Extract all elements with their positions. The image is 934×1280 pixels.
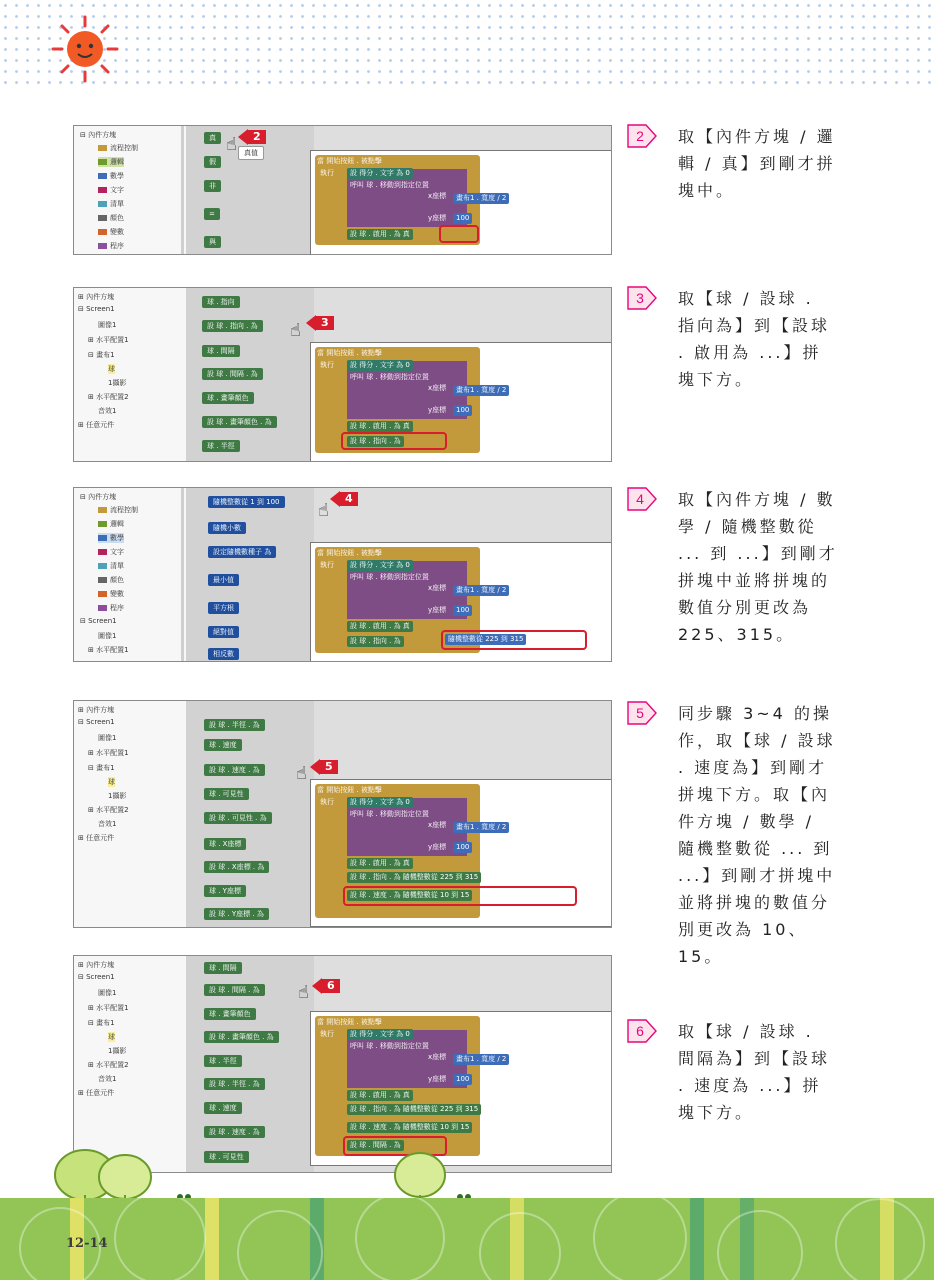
- code-popup: [310, 342, 612, 462]
- screenshot-step-5: [73, 700, 612, 928]
- code-row[interactable]: 設 球 . 指向 . 為: [347, 636, 404, 647]
- step-2: [624, 123, 836, 200]
- code-row[interactable]: 100: [453, 1074, 472, 1085]
- palette-block[interactable]: 球 . 可見性: [204, 1151, 249, 1163]
- tree-item[interactable]: ⊞ 水平配置2: [88, 393, 129, 401]
- palette-block[interactable]: 隨機整數從 1 到 100: [208, 496, 285, 508]
- event-header: 當 開始按鈕 . 被點擊: [317, 1018, 382, 1026]
- tree-scrollbar[interactable]: [181, 488, 184, 661]
- code-row[interactable]: 設 球 . 啟用 . 為 真: [347, 621, 413, 632]
- tree-decoration-icon: [40, 1135, 230, 1205]
- step-text: 同步驟 3~4 的操作，取【球 / 設球 . 速度為】到剛才拼塊下方。取【內件方塊 / 數學 / 隨機整數從 ... 到 ...】到剛才拼塊中並將拼塊的數值分別更改為 10、15。: [678, 704, 836, 966]
- palette-block[interactable]: 真: [204, 132, 221, 144]
- block-tree-panel: [74, 126, 186, 254]
- palette-block[interactable]: 球 . 可見性: [204, 788, 249, 800]
- step-5: [624, 700, 834, 1000]
- pointer-hand-icon: ☝: [290, 320, 301, 341]
- tree-item[interactable]: 邏輯: [98, 519, 124, 529]
- tree-item[interactable]: ⊞ 任意元件: [78, 834, 115, 842]
- highlight-box: [441, 630, 587, 650]
- svg-text:3: 3: [636, 290, 644, 306]
- block-tree-panel: [74, 701, 186, 927]
- screenshot-step-3: [73, 287, 612, 462]
- code-row[interactable]: 設 球 . 指向 . 為: [347, 436, 404, 447]
- tree-item[interactable]: ⊟ 內件方塊: [80, 131, 117, 139]
- code-row[interactable]: 畫布1 . 寬度 / 2: [453, 193, 509, 204]
- tree-item[interactable]: ⊟ Screen1: [78, 973, 115, 981]
- palette-block[interactable]: 球 . X座標: [204, 838, 246, 850]
- highlight-box: [343, 886, 577, 906]
- code-row[interactable]: 設 球 . 速度 . 為 隨機整數從 10 到 15: [347, 1122, 472, 1133]
- tree-item[interactable]: 文字: [98, 185, 124, 195]
- palette-block[interactable]: 與: [204, 236, 221, 248]
- code-row: x座標: [425, 820, 449, 831]
- tree-item[interactable]: 1攝影: [108, 792, 127, 800]
- tooltip: 真值: [238, 146, 264, 160]
- tree-item[interactable]: 清單: [98, 561, 124, 571]
- code-row[interactable]: 設 得分 . 文字 為 0: [347, 1029, 413, 1040]
- code-row[interactable]: 設 球 . 間隔 . 為: [347, 1140, 404, 1151]
- step-text: 取【內件方塊 / 邏輯 / 真】到剛才拼塊中。: [678, 127, 836, 200]
- tree-item[interactable]: ⊞ 水平配置2: [88, 1061, 129, 1069]
- swirl-pattern: [0, 1198, 934, 1280]
- tree-item[interactable]: 顏色: [98, 575, 124, 585]
- palette-block[interactable]: 球 . 指向: [202, 296, 240, 308]
- code-row[interactable]: 設 球 . 指向 . 為 隨機整數從 225 到 315: [347, 872, 481, 883]
- highlight-box: [439, 225, 479, 243]
- code-row[interactable]: 畫布1 . 寬度 / 2: [453, 822, 509, 833]
- tree-item[interactable]: ⊞ 任意元件: [78, 1089, 115, 1097]
- code-row[interactable]: 呼叫 球 . 移動到指定位置: [347, 372, 432, 383]
- code-popup: [310, 779, 612, 927]
- code-row[interactable]: 呼叫 球 . 移動到指定位置: [347, 809, 432, 820]
- tree-item[interactable]: ⊟ Screen1: [78, 305, 115, 313]
- tree-item[interactable]: 圖像1: [98, 321, 117, 329]
- palette-block[interactable]: 設 球 . 半徑 . 為: [204, 1078, 265, 1090]
- code-row[interactable]: 設 得分 . 文字 為 0: [347, 560, 413, 571]
- code-row[interactable]: 設 球 . 啟用 . 為 真: [347, 858, 413, 869]
- tree-item[interactable]: ⊟ 畫布1: [88, 1019, 115, 1027]
- block-tree-panel: [74, 488, 186, 661]
- palette-block[interactable]: 隨機小數: [208, 522, 246, 534]
- step-text: 取【內件方塊 / 數學 / 隨機整數從 ... 到 ...】到剛才拼塊中並將拼塊的數值分別更改為 225、315。: [678, 490, 838, 644]
- do-label: 執行: [320, 561, 334, 569]
- step-badge: 5: [310, 759, 338, 775]
- code-row[interactable]: 設 球 . 啟用 . 為 真: [347, 421, 413, 432]
- highlight-box: [341, 432, 447, 450]
- pointer-hand-icon: ☝: [318, 500, 329, 521]
- tree-item[interactable]: 程序: [98, 241, 124, 251]
- tree-item[interactable]: ⊟ 畫布1: [88, 764, 115, 772]
- page-number: 12-14: [66, 1236, 108, 1251]
- palette-block[interactable]: 球 . 半徑: [202, 440, 240, 452]
- code-row: x座標: [425, 383, 449, 394]
- pointer-hand-icon: ☝: [226, 134, 237, 155]
- palette-block[interactable]: 設 球 . Y座標 . 為: [204, 908, 269, 920]
- code-row: x座標: [425, 583, 449, 594]
- tree-item[interactable]: ⊟ 內件方塊: [80, 493, 117, 501]
- code-row: y座標: [425, 213, 449, 224]
- tree-item[interactable]: ⊞ 任意元件: [78, 421, 115, 429]
- footer-band: [0, 1198, 934, 1280]
- tree-item[interactable]: 圖像1: [98, 989, 117, 997]
- code-row: y座標: [425, 605, 449, 616]
- tree-item[interactable]: ⊞ 內件方塊: [78, 293, 115, 301]
- palette-block[interactable]: 設 球 . X座標 . 為: [204, 861, 269, 873]
- event-header: 當 開始按鈕 . 被點擊: [317, 157, 382, 165]
- tree-item[interactable]: ⊟ Screen1: [80, 617, 117, 625]
- block-tree-panel: [74, 288, 186, 461]
- palette-block[interactable]: 平方根: [208, 602, 239, 614]
- palette-block[interactable]: 設 球 . 速度 . 為: [204, 764, 265, 776]
- tree-item[interactable]: 流程控制: [98, 505, 138, 515]
- screenshot-step-4: [73, 487, 612, 662]
- tree-item[interactable]: 變數: [98, 589, 124, 599]
- code-row[interactable]: 設 得分 . 文字 為 0: [347, 360, 413, 371]
- svg-text:5: 5: [636, 705, 644, 721]
- palette-block[interactable]: 球 . 間隔: [204, 962, 242, 974]
- step-4: [624, 486, 838, 676]
- code-popup: [310, 150, 612, 255]
- block-palette: [186, 488, 314, 661]
- tree-item[interactable]: 音效1: [98, 820, 117, 828]
- tree-item[interactable]: ⊞ 內件方塊: [78, 706, 115, 714]
- tree-item[interactable]: 圖像1: [98, 734, 117, 742]
- code-row[interactable]: 設 球 . 指向 . 為 隨機整數從 225 到 315: [347, 1104, 481, 1115]
- do-label: 執行: [320, 169, 334, 177]
- tree-item-selected[interactable]: 邏輯: [98, 157, 124, 167]
- code-row: y座標: [425, 405, 449, 416]
- code-row[interactable]: 設 得分 . 文字 為 0: [347, 797, 413, 808]
- tree-item[interactable]: 音效1: [98, 1075, 117, 1083]
- palette-block[interactable]: =: [204, 208, 220, 220]
- palette-block[interactable]: 設定隨機數種子 為: [208, 546, 276, 558]
- code-row[interactable]: 100: [453, 405, 472, 416]
- tree-item[interactable]: 流程控制: [98, 143, 138, 153]
- event-block[interactable]: [315, 1016, 507, 1156]
- sun-mascot-icon: [50, 14, 120, 84]
- palette-block[interactable]: 絕對值: [208, 626, 239, 638]
- code-row[interactable]: 畫布1 . 寬度 / 2: [453, 585, 509, 596]
- code-row: x座標: [425, 191, 449, 202]
- palette-block[interactable]: 設 球 . 畫筆顏色 . 為: [202, 416, 277, 428]
- palette-block[interactable]: 設 球 . 間隔 . 為: [204, 984, 265, 996]
- code-popup: [310, 1011, 612, 1166]
- code-row[interactable]: 畫布1 . 寬度 / 2: [453, 385, 509, 396]
- svg-text:2: 2: [636, 128, 644, 144]
- svg-text:4: 4: [636, 491, 644, 507]
- tree-item-selected[interactable]: 球: [108, 1033, 115, 1041]
- do-label: 執行: [320, 361, 334, 369]
- tree-item[interactable]: 1攝影: [108, 379, 127, 387]
- code-popup: [310, 542, 612, 662]
- code-row[interactable]: 設 球 . 啟用 . 為 真: [347, 1090, 413, 1101]
- tree-item[interactable]: 圖像1: [98, 632, 117, 640]
- tree-decoration-icon: [390, 1145, 480, 1205]
- tree-item[interactable]: 變數: [98, 227, 124, 237]
- palette-block[interactable]: 最小值: [208, 574, 239, 586]
- palette-block[interactable]: 設 球 . 指向 . 為: [202, 320, 263, 332]
- palette-block[interactable]: 非: [204, 180, 221, 192]
- code-row: y座標: [425, 1074, 449, 1085]
- palette-block[interactable]: 球 . 畫筆顏色: [202, 392, 254, 404]
- tree-item[interactable]: ⊞ 水平配置1: [88, 336, 129, 344]
- tree-item[interactable]: 顏色: [98, 213, 124, 223]
- step-badge: 2: [238, 129, 266, 145]
- step-number-badge: [624, 1018, 658, 1044]
- tree-item[interactable]: 音效1: [98, 407, 117, 415]
- palette-block[interactable]: 設 球 . 間隔 . 為: [202, 368, 263, 380]
- code-row: x座標: [425, 1052, 449, 1063]
- dotted-header-band: [0, 0, 934, 85]
- tree-item[interactable]: 1攝影: [108, 1047, 127, 1055]
- step-3: [624, 285, 834, 395]
- tree-item[interactable]: 清單: [98, 199, 124, 209]
- palette-block[interactable]: 球 . 間隔: [202, 345, 240, 357]
- tree-item[interactable]: ⊟ 畫布1: [88, 351, 115, 359]
- palette-block[interactable]: 設 球 . 速度 . 為: [204, 1126, 265, 1138]
- code-row[interactable]: 呼叫 球 . 移動到指定位置: [347, 572, 432, 583]
- event-header: 當 開始按鈕 . 被點擊: [317, 349, 382, 357]
- svg-text:6: 6: [636, 1023, 644, 1039]
- tree-scrollbar[interactable]: [181, 126, 184, 254]
- code-row[interactable]: 設 得分 . 文字 為 0: [347, 168, 413, 179]
- tree-item[interactable]: ⊞ 內件方塊: [78, 961, 115, 969]
- tree-item[interactable]: 文字: [98, 547, 124, 557]
- tree-item[interactable]: 數學: [98, 171, 124, 181]
- tree-item-selected[interactable]: 球: [108, 365, 115, 373]
- tree-item[interactable]: ⊞ 水平配置1: [88, 749, 129, 757]
- event-header: 當 開始按鈕 . 被點擊: [317, 549, 382, 557]
- do-label: 執行: [320, 798, 334, 806]
- palette-block[interactable]: 球 . 半徑: [204, 1055, 242, 1067]
- step-number-badge: [624, 123, 658, 149]
- step-badge: 3: [306, 315, 334, 331]
- code-row[interactable]: 呼叫 球 . 移動到指定位置: [347, 1041, 432, 1052]
- event-header: 當 開始按鈕 . 被點擊: [317, 786, 382, 794]
- tree-item-selected[interactable]: 數學: [98, 533, 124, 543]
- pointer-hand-icon: ☝: [298, 982, 309, 1003]
- pointer-hand-icon: ☝: [296, 763, 307, 784]
- tree-item-selected[interactable]: 球: [108, 778, 115, 786]
- code-row: y座標: [425, 842, 449, 853]
- palette-block[interactable]: 球 . 畫筆顏色: [204, 1008, 256, 1020]
- code-row[interactable]: 設 球 . 速度 . 為 隨機整數從 10 到 15: [347, 890, 472, 901]
- tree-item[interactable]: ⊞ 水平配置1: [88, 1004, 129, 1012]
- step-number-badge: [624, 486, 658, 512]
- palette-block[interactable]: 相反數: [208, 648, 239, 660]
- palette-block[interactable]: 球 . 速度: [204, 1102, 242, 1114]
- palette-block[interactable]: 設 球 . 畫筆顏色 . 為: [204, 1031, 279, 1043]
- palette-block[interactable]: 球 . 速度: [204, 739, 242, 751]
- tree-item[interactable]: ⊞ 水平配置2: [88, 806, 129, 814]
- code-row[interactable]: 100: [453, 842, 472, 853]
- step-badge: 6: [312, 978, 340, 994]
- code-row[interactable]: 設 球 . 啟用 . 為 真: [347, 229, 413, 240]
- screenshot-step-2: [73, 125, 612, 255]
- tree-item[interactable]: ⊞ 水平配置1: [88, 646, 129, 654]
- code-row[interactable]: 畫布1 . 寬度 / 2: [453, 1054, 509, 1065]
- tree-item[interactable]: 程序: [98, 603, 124, 613]
- step-6: [624, 1018, 834, 1128]
- palette-block[interactable]: 設 球 . 半徑 . 為: [204, 719, 265, 731]
- random-int-block[interactable]: 隨機整數從 225 到 315: [445, 634, 526, 645]
- palette-block[interactable]: 假: [204, 156, 221, 168]
- step-number-badge: [624, 285, 658, 311]
- code-row[interactable]: 100: [453, 213, 472, 224]
- code-row[interactable]: 呼叫 球 . 移動到指定位置: [347, 180, 432, 191]
- code-row[interactable]: 100: [453, 605, 472, 616]
- step-text: 取【球 / 設球 . 指向為】到【設球 . 啟用為 ...】拼塊下方。: [678, 289, 831, 389]
- palette-block[interactable]: 球 . Y座標: [204, 885, 246, 897]
- tree-item[interactable]: ⊟ Screen1: [78, 718, 115, 726]
- palette-block[interactable]: 設 球 . 可見性 . 為: [204, 812, 272, 824]
- step-badge: 4: [330, 491, 358, 507]
- step-text: 取【球 / 設球 . 間隔為】到【設球 . 速度為 ...】拼塊下方。: [678, 1022, 831, 1122]
- step-number-badge: [624, 700, 658, 726]
- do-label: 執行: [320, 1030, 334, 1038]
